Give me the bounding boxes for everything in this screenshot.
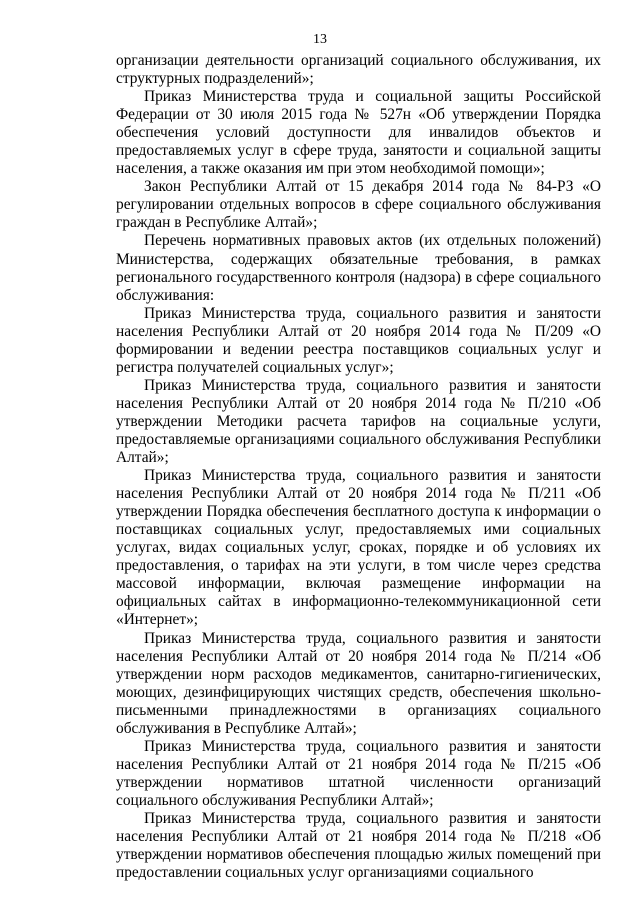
document-body	[116, 52, 601, 882]
paragraph-regulation-list: Перечень нормативных правовых актов (их отдельных положений) Министерства, содержащих обязательные требования, в рамках регионального государственного контроля (надзора) в сфере социального обслуживания:	[116, 232, 601, 304]
paragraph-order-p218: Приказ Министерства труда, социального развития и занятости населения Республики Алтай от 21 ноября 2014 года № П/218 «Об утверждении нормативов обеспечения площадью жилых помещений при предоставлении социальных услуг организациями социального	[116, 809, 601, 882]
paragraph-order-527n: Приказ Министерства труда и социальной защиты Российской Федерации от 30 июля 2015 года № 527н «Об утверждении Порядка обеспечения условий доступности для инвалидов объектов и предоставляемых услуг в сфере труда, занятости и социальной защиты населения, а также оказания им при этом необходимой помощи»;	[116, 88, 601, 178]
paragraph-order-p215: Приказ Министерства труда, социального развития и занятости населения Республики Алтай от 21 ноября 2014 года № П/215 «Об утверждении нормативов штатной численности организаций социального обслуживания Республики Алтай»;	[116, 737, 601, 809]
paragraph-order-p209: Приказ Министерства труда, социального развития и занятости населения Республики Алтай от 20 ноября 2014 года № П/209 «О формировании и ведении реестра поставщиков социальных услуг и регистра получателей социальных услуг»;	[116, 304, 601, 376]
paragraph-order-p211: Приказ Министерства труда, социального развития и занятости населения Республики Алтай от 20 ноября 2014 года № П/211 «Об утверждении Порядка обеспечения бесплатного доступа к информации о поставщиках социальных услуг, предоставляемых ими социальных услугах, видах социальных услуг, сроках, порядке и об условиях их предоставления, о тарифах на эти услуги, в том числе через средства массовой информации, включая размещение информации на официальных сайтах в информационно-телекоммуникационной сети «Интернет»;	[116, 467, 601, 629]
page-number: 13	[313, 32, 327, 47]
paragraph-order-p210: Приказ Министерства труда, социального развития и занятости населения Республики Алтай от 20 ноября 2014 года № П/210 «Об утверждении Методики расчета тарифов на социальные услуги, предоставляемые организациями социального обслуживания Республики Алтай»;	[116, 376, 601, 467]
paragraph-order-p214: Приказ Министерства труда, социального развития и занятости населения Республики Алтай от 20 ноября 2014 года № П/214 «Об утверждении норм расходов медикаментов, санитарно-гигиенических, моющих, дезинфицирующих чистящих средств, обеспечения школьно-письменными принадлежностями в организациях социального обслуживания в Республике Алтай»;	[116, 629, 601, 737]
paragraph-law-84-rz: Закон Республики Алтай от 15 декабря 2014 года № 84-РЗ «О регулировании отдельных вопросов в сфере социального обслуживания граждан в Республике Алтай»;	[116, 178, 601, 232]
paragraph-continuation: организации деятельности организаций социального обслуживания, их структурных подразделений»;	[116, 52, 601, 88]
